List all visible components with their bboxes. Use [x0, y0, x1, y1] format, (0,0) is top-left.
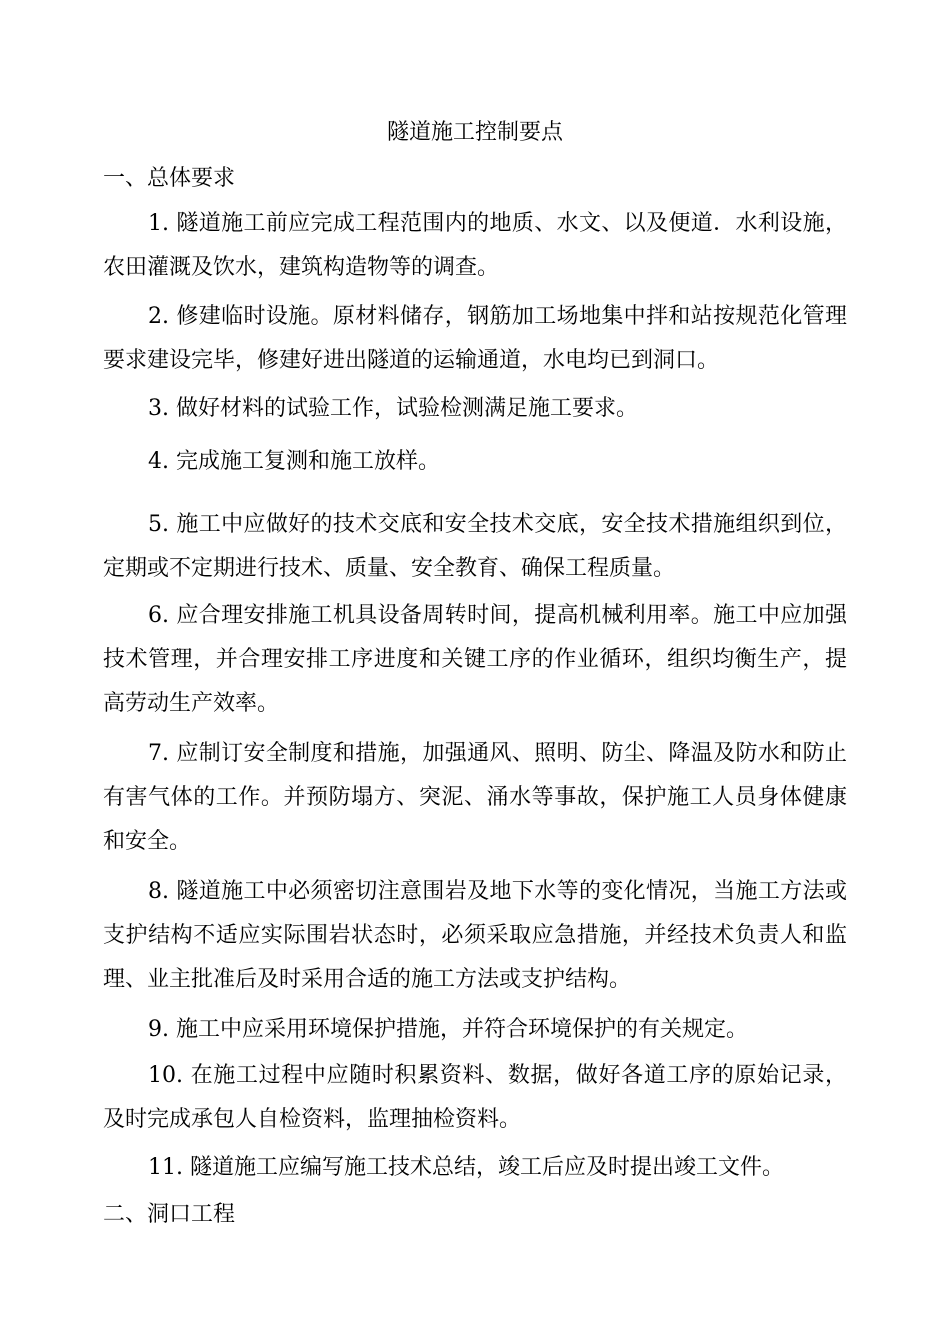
paragraph-8: 8. 隧道施工中必须密切注意围岩及地下水等的变化情况，当施工方法或支护结构不适应实际围岩状态时，必须采取应急措施，并经技术负责人和监理、业主批准后及时采用合适的施工方法或支护结构。: [103, 879, 847, 992]
paragraph-11: 11. 隧道施工应编写施工技术总结，竣工后应及时提出竣工文件。: [148, 1155, 784, 1180]
section-heading-1: 一、总体要求: [103, 166, 236, 191]
paragraph-5: 5. 施工中应做好的技术交底和安全技术交底，安全技术措施组织到位，定期或不定期进行技术、质量、安全教育、确保工程质量。: [103, 512, 847, 581]
paragraph-2: 2. 修建临时设施。原材料储存，钢筋加工场地集中拌和站按规范化管理要求建设完毕，修建好进出隧道的运输通道，水电均已到洞口。: [103, 304, 847, 373]
paragraph-9: 9. 施工中应采用环境保护措施，并符合环境保护的有关规定。: [148, 1017, 748, 1042]
document-title: 隧道施工控制要点: [386, 120, 563, 145]
paragraph-10: 10. 在施工过程中应随时积累资料、数据，做好各道工序的原始记录，及时完成承包人自检资料，监理抽检资料。: [103, 1063, 847, 1132]
paragraph-6: 6. 应合理安排施工机具设备周转时间，提高机械利用率。施工中应加强技术管理，并合理安排工序进度和关键工序的作业循环，组织均衡生产，提高劳动生产效率。: [103, 603, 847, 716]
paragraph-3: 3. 做好材料的试验工作，试验检测满足施工要求。: [148, 396, 638, 421]
paragraph-4: 4. 完成施工复测和施工放样。: [148, 449, 440, 474]
paragraph-1: 1. 隧道施工前应完成工程范围内的地质、水文、以及便道．水利设施，农田灌溉及饮水，建筑构造物等的调查。: [103, 211, 847, 280]
paragraph-7: 7. 应制订安全制度和措施，加强通风、照明、防尘、降温及防水和防止有害气体的工作。并预防塌方、突泥、涌水等事故，保护施工人员身体健康和安全。: [103, 741, 847, 854]
section-heading-2: 二、洞口工程: [103, 1202, 236, 1227]
